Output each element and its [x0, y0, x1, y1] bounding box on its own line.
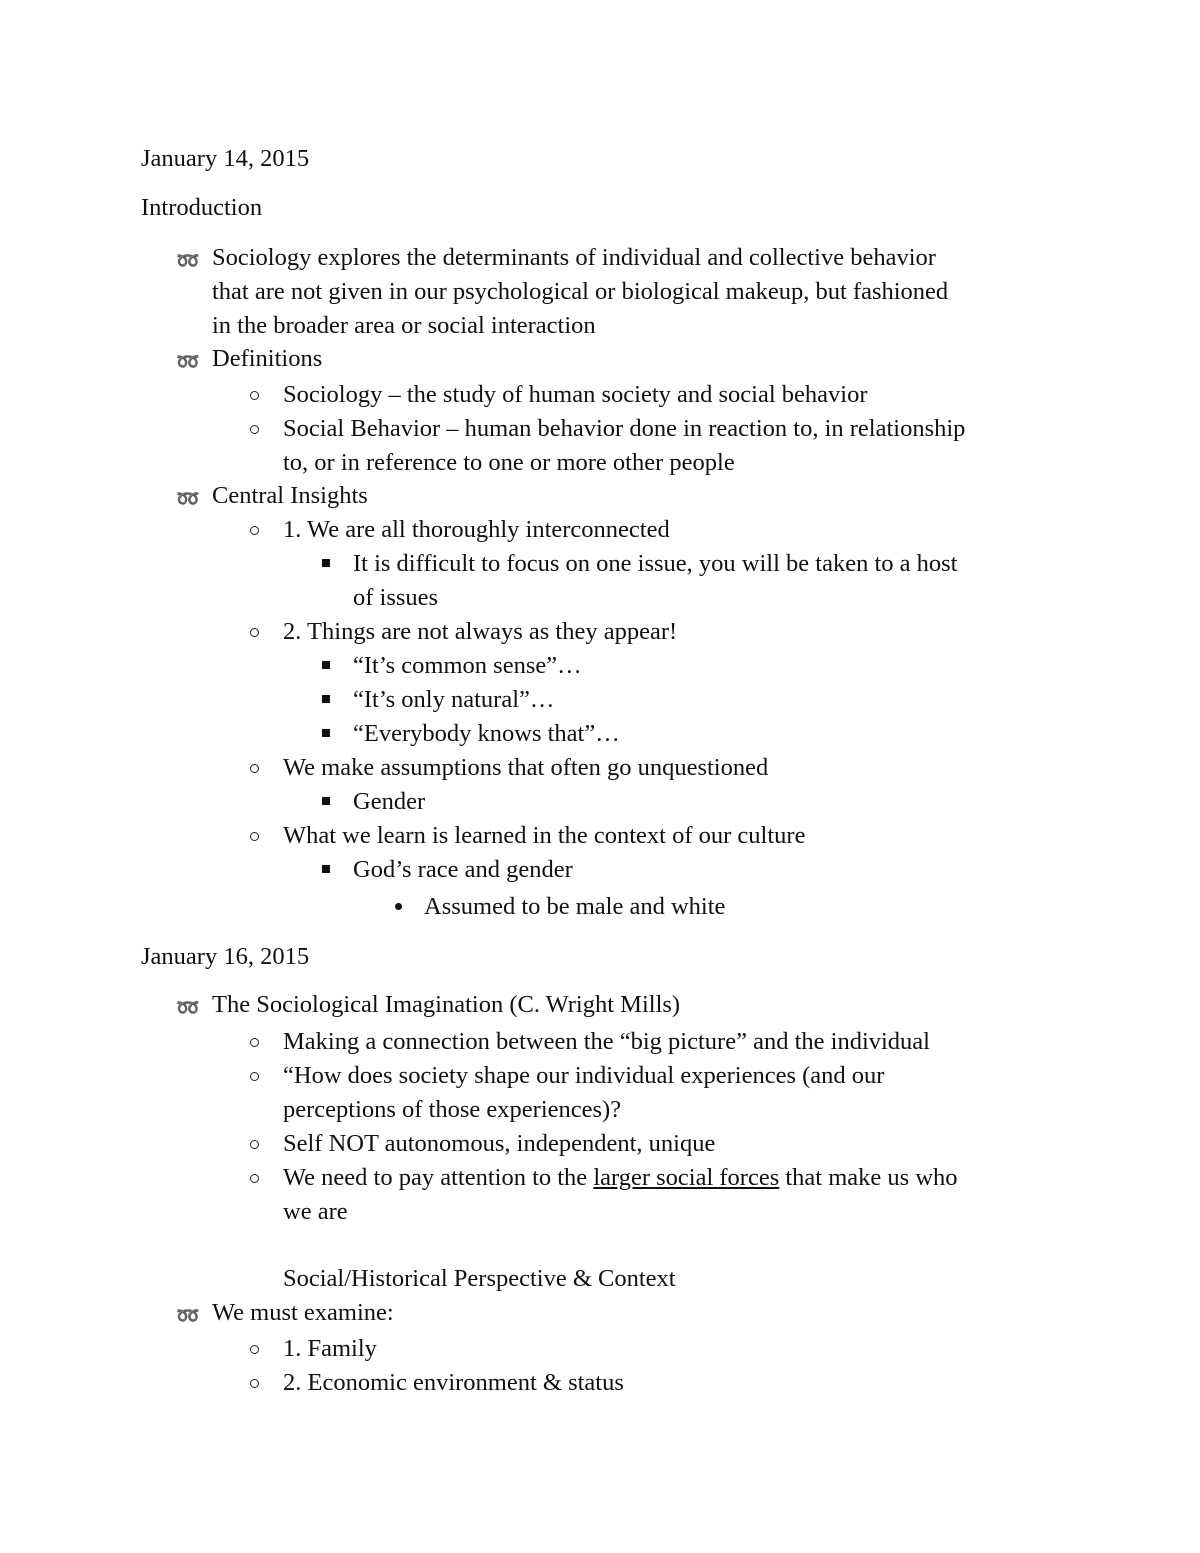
square-icon [322, 559, 330, 567]
list-item: The Sociological Imagination (C. Wright Mills) [212, 991, 681, 1018]
sub-sub-list-item-continuation: of issues [353, 584, 439, 611]
sub-list-item: 1. Family [283, 1335, 377, 1362]
sub-list-item: 2. Things are not always as they appear! [283, 618, 678, 645]
sub-sub-list-item: “Everybody knows that”… [353, 720, 620, 747]
circle-icon [250, 628, 259, 637]
dot-icon [395, 903, 402, 910]
scroll-icon: ➿ [176, 351, 200, 373]
sub-list-item [283, 1166, 958, 1191]
list-item: Sociology explores the determinants of individual and collective behavior [212, 244, 936, 271]
underlined-phrase: larger social forces [593, 1164, 780, 1191]
circle-icon [250, 526, 259, 535]
sub-list-item: “How does society shape our individual experiences (and our [283, 1062, 885, 1089]
sub-sub-sub-list-item: Assumed to be male and white [424, 893, 726, 920]
sub-list-item: 1. We are all thoroughly interconnected [283, 516, 670, 543]
scroll-icon: ➿ [176, 250, 200, 272]
sub-sub-list-item: “It’s common sense”… [353, 652, 582, 679]
scroll-icon: ➿ [176, 488, 200, 510]
sub-list-item: We make assumptions that often go unquestioned [283, 754, 769, 781]
sub-sub-list-item: God’s race and gender [353, 856, 573, 883]
circle-icon [250, 1140, 259, 1149]
sub-sub-list-item: “It’s only natural”… [353, 686, 555, 713]
square-icon [322, 797, 330, 805]
circle-icon [250, 425, 259, 434]
scroll-icon: ➿ [176, 997, 200, 1019]
date-heading: January 14, 2015 [141, 145, 310, 172]
sub-list-item-continuation: we are [283, 1198, 348, 1225]
list-item: Central Insights [212, 482, 368, 509]
list-item-continuation: in the broader area or social interaction [212, 312, 596, 339]
sub-list-item: Social Behavior – human behavior done in reaction to, in relationship [283, 415, 966, 442]
square-icon [322, 865, 330, 873]
circle-icon [250, 832, 259, 841]
subheading: Social/Historical Perspective & Context [283, 1265, 676, 1292]
circle-icon [250, 1072, 259, 1081]
scroll-icon: ➿ [176, 1305, 200, 1327]
sub-list-item-continuation: perceptions of those experiences)? [283, 1096, 622, 1123]
circle-icon [250, 1174, 259, 1183]
section-heading: Introduction [141, 194, 263, 221]
sub-list-item: Making a connection between the “big picture” and the individual [283, 1028, 930, 1055]
circle-icon [250, 391, 259, 400]
circle-icon [250, 1038, 259, 1047]
list-item-continuation: that are not given in our psychological or biological makeup, but fashioned [212, 278, 949, 305]
date-heading: January 16, 2015 [141, 943, 310, 970]
sub-sub-list-item: Gender [353, 788, 426, 815]
sub-list-item: 2. Economic environment & status [283, 1369, 624, 1396]
sub-list-item: Self NOT autonomous, independent, unique [283, 1130, 716, 1157]
square-icon [322, 661, 330, 669]
text-run: that make us who [779, 1164, 958, 1191]
sub-list-item: What we learn is learned in the context of our culture [283, 822, 806, 849]
sub-list-item: Sociology – the study of human society and social behavior [283, 381, 868, 408]
circle-icon [250, 764, 259, 773]
list-item: We must examine: [212, 1299, 394, 1326]
sub-list-item-continuation: to, or in reference to one or more other people [283, 449, 735, 476]
square-icon [322, 695, 330, 703]
sub-sub-list-item: It is difficult to focus on one issue, you will be taken to a host [353, 550, 958, 577]
square-icon [322, 729, 330, 737]
circle-icon [250, 1379, 259, 1388]
list-item: Definitions [212, 345, 323, 372]
text-run: We need to pay attention to the [283, 1164, 594, 1191]
circle-icon [250, 1345, 259, 1354]
